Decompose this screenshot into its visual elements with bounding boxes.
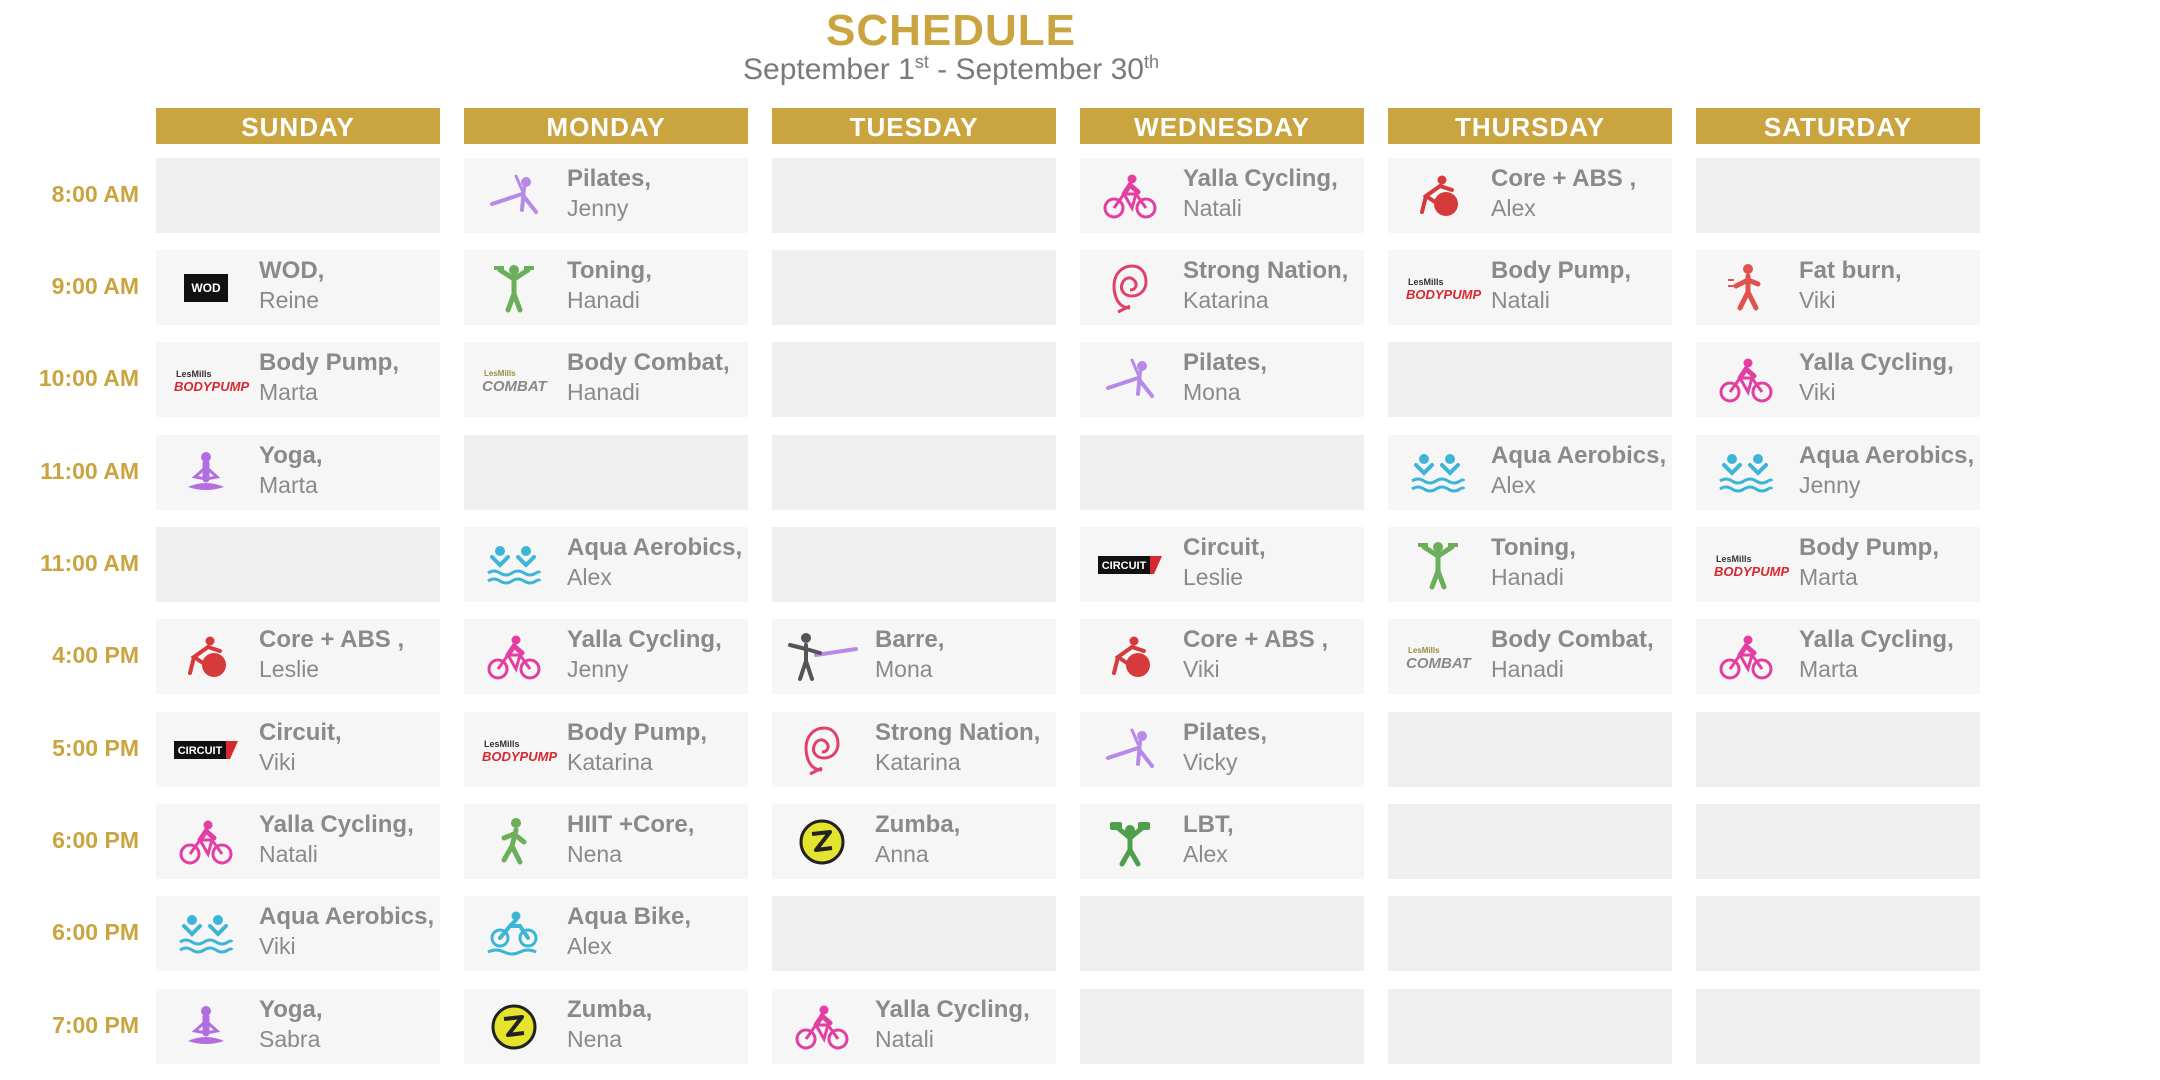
bodypump-logo-icon <box>1714 539 1790 591</box>
time-label: 9:00 AM <box>51 273 139 299</box>
svg-text:LesMills: LesMills <box>1408 646 1440 655</box>
time-label: 10:00 AM <box>38 365 139 391</box>
class-name: Strong Nation, <box>875 719 1041 746</box>
class-name: Body Combat, <box>567 349 730 376</box>
cycling-icon <box>1714 354 1778 406</box>
empty-slot <box>1696 712 1980 787</box>
class-slot[interactable] <box>772 619 1056 694</box>
empty-slot <box>772 342 1056 417</box>
instructor-name: Vicky <box>1183 749 1238 775</box>
class-name: Aqua Aerobics, <box>259 903 435 930</box>
empty-slot <box>772 435 1056 510</box>
class-name: Aqua Bike, <box>567 903 692 930</box>
class-name: Aqua Aerobics, <box>1799 442 1975 469</box>
class-name: Core + ABS , <box>1183 626 1329 653</box>
empty-slot <box>1080 435 1364 510</box>
class-slot[interactable] <box>1080 342 1364 417</box>
class-slot[interactable] <box>156 712 440 787</box>
instructor-name: Natali <box>1183 195 1242 221</box>
fat-burn-icon <box>1714 262 1778 314</box>
class-name: Yalla Cycling, <box>1183 165 1338 192</box>
time-label: 8:00 AM <box>51 181 139 207</box>
instructor-name: Sabra <box>259 1026 321 1052</box>
class-slot[interactable] <box>1080 250 1364 325</box>
day-header-sunday: SUNDAY <box>156 108 440 144</box>
bodypump-logo-icon <box>1406 262 1482 314</box>
class-name: HIIT +Core, <box>567 811 695 838</box>
instructor-name: Jenny <box>567 195 629 221</box>
instructor-name: Mona <box>1183 379 1241 405</box>
empty-slot <box>1388 804 1672 879</box>
class-name: Aqua Aerobics, <box>567 534 743 561</box>
class-name: Body Pump, <box>567 719 708 746</box>
empty-slot <box>772 158 1056 233</box>
empty-slot <box>1388 342 1672 417</box>
instructor-name: Alex <box>1183 841 1228 867</box>
class-slot[interactable] <box>464 527 748 602</box>
cycling-icon <box>1098 170 1162 222</box>
aqua-aerobics-icon <box>482 539 546 591</box>
svg-text:COMBAT: COMBAT <box>482 378 547 395</box>
pilates-icon <box>1098 724 1162 776</box>
empty-slot <box>1080 896 1364 971</box>
class-slot[interactable] <box>156 342 440 417</box>
class-name: LBT, <box>1183 811 1234 838</box>
time-label: 6:00 PM <box>52 919 139 945</box>
class-slot[interactable] <box>1080 804 1364 879</box>
class-name: Circuit, <box>1183 534 1266 561</box>
empty-slot <box>1696 804 1980 879</box>
class-name: Yoga, <box>259 996 323 1023</box>
strong-nation-icon <box>790 724 854 776</box>
class-slot[interactable] <box>464 804 748 879</box>
instructor-name: Viki <box>1799 379 1836 405</box>
core-abs-icon <box>1406 170 1470 222</box>
class-slot[interactable] <box>464 896 748 971</box>
toning-icon <box>482 262 546 314</box>
instructor-name: Katarina <box>567 749 653 775</box>
aqua-aerobics-icon <box>174 908 238 960</box>
class-slot[interactable] <box>1696 435 1980 510</box>
class-slot[interactable] <box>772 804 1056 879</box>
class-slot[interactable] <box>1080 712 1364 787</box>
empty-slot <box>464 435 748 510</box>
class-slot[interactable] <box>464 158 748 233</box>
bodycombat-logo-icon <box>1406 631 1470 683</box>
class-name: Yalla Cycling, <box>1799 626 1954 653</box>
aqua-aerobics-icon <box>1406 447 1470 499</box>
empty-slot <box>1388 989 1672 1064</box>
class-name: Barre, <box>875 626 945 653</box>
svg-text:COMBAT: COMBAT <box>1406 655 1471 672</box>
class-name: Yoga, <box>259 442 323 469</box>
class-name: Pilates, <box>1183 349 1268 376</box>
class-slot[interactable] <box>156 896 440 971</box>
instructor-name: Katarina <box>1183 287 1269 313</box>
class-name: Pilates, <box>567 165 652 192</box>
svg-text:LesMills: LesMills <box>484 369 516 378</box>
empty-slot <box>1080 989 1364 1064</box>
class-slot[interactable] <box>464 989 748 1064</box>
instructor-name: Marta <box>1799 656 1858 682</box>
time-label: 4:00 PM <box>52 642 139 668</box>
class-name: Strong Nation, <box>1183 257 1349 284</box>
day-header-wednesday: WEDNESDAY <box>1080 108 1364 144</box>
class-name: WOD, <box>259 257 325 284</box>
class-name: Aqua Aerobics, <box>1491 442 1667 469</box>
circuit-logo-icon <box>1098 539 1162 591</box>
class-name: Yalla Cycling, <box>567 626 722 653</box>
wod-icon <box>174 262 238 314</box>
schedule-date-range: September 1st - September 30th <box>743 52 1159 86</box>
toning-icon <box>1406 539 1470 591</box>
class-name: Body Pump, <box>259 349 400 376</box>
cycling-icon <box>1714 631 1778 683</box>
class-slot[interactable] <box>1696 619 1980 694</box>
class-slot[interactable] <box>464 342 748 417</box>
class-slot[interactable] <box>772 989 1056 1064</box>
class-slot[interactable] <box>464 712 748 787</box>
instructor-name: Marta <box>259 379 318 405</box>
svg-text:CIRCUIT: CIRCUIT <box>177 745 223 757</box>
class-name: Pilates, <box>1183 719 1268 746</box>
schedule-title: SCHEDULE <box>825 6 1077 55</box>
pilates-icon <box>1098 354 1162 406</box>
svg-text:BODYPUMP: BODYPUMP <box>174 379 250 394</box>
svg-text:WOD: WOD <box>191 281 221 295</box>
class-name: Body Combat, <box>1491 626 1654 653</box>
day-header-tuesday: TUESDAY <box>772 108 1056 144</box>
svg-text:BODYPUMP: BODYPUMP <box>1406 287 1482 302</box>
time-label: 5:00 PM <box>52 735 139 761</box>
class-slot[interactable] <box>156 804 440 879</box>
class-name: Yalla Cycling, <box>875 996 1030 1023</box>
pilates-icon <box>482 170 546 222</box>
aqua-aerobics-icon <box>1714 447 1778 499</box>
class-slot[interactable] <box>464 619 748 694</box>
instructor-name: Alex <box>567 933 612 959</box>
zumba-icon <box>790 816 854 868</box>
yoga-icon <box>174 447 238 499</box>
instructor-name: Hanadi <box>567 379 640 405</box>
cycling-icon <box>174 816 238 868</box>
class-slot[interactable] <box>1388 435 1672 510</box>
class-slot[interactable] <box>156 250 440 325</box>
instructor-name: Marta <box>259 472 318 498</box>
time-label: 7:00 PM <box>52 1012 139 1038</box>
core-abs-icon <box>1098 631 1162 683</box>
empty-slot <box>1388 896 1672 971</box>
empty-slot <box>1696 989 1980 1064</box>
class-slot[interactable] <box>1388 527 1672 602</box>
class-slot[interactable] <box>1388 250 1672 325</box>
instructor-name: Reine <box>259 287 320 313</box>
instructor-name: Leslie <box>259 656 320 682</box>
instructor-name: Mona <box>875 656 933 682</box>
class-name: Core + ABS , <box>1491 165 1637 192</box>
class-slot[interactable] <box>1080 619 1364 694</box>
zumba-icon <box>482 1001 546 1053</box>
class-slot[interactable] <box>156 619 440 694</box>
class-name: Zumba, <box>567 996 653 1023</box>
class-slot[interactable] <box>1696 342 1980 417</box>
class-slot[interactable] <box>772 712 1056 787</box>
class-name: Toning, <box>567 257 652 284</box>
instructor-name: Hanadi <box>567 287 640 313</box>
class-slot[interactable] <box>464 250 748 325</box>
class-name: Yalla Cycling, <box>259 811 414 838</box>
svg-text:LesMills: LesMills <box>176 369 212 379</box>
time-label: 11:00 AM <box>40 458 139 484</box>
empty-slot <box>772 250 1056 325</box>
class-slot[interactable] <box>1080 158 1364 233</box>
instructor-name: Viki <box>259 933 296 959</box>
instructor-name: Hanadi <box>1491 564 1564 590</box>
instructor-name: Jenny <box>567 656 629 682</box>
svg-text:LesMills: LesMills <box>484 739 520 749</box>
class-name: Circuit, <box>259 719 342 746</box>
class-name: Zumba, <box>875 811 961 838</box>
svg-text:BODYPUMP: BODYPUMP <box>1714 564 1790 579</box>
day-header-monday: MONDAY <box>464 108 748 144</box>
instructor-name: Natali <box>1491 287 1550 313</box>
instructor-name: Viki <box>259 749 296 775</box>
instructor-name: Jenny <box>1799 472 1861 498</box>
instructor-name: Alex <box>1491 472 1536 498</box>
bodycombat-logo-icon <box>482 354 546 406</box>
class-slot[interactable] <box>1696 527 1980 602</box>
class-slot[interactable] <box>156 435 440 510</box>
hiit-icon <box>482 816 546 868</box>
svg-text:BODYPUMP: BODYPUMP <box>482 749 558 764</box>
svg-text:CIRCUIT: CIRCUIT <box>1101 560 1147 572</box>
time-label: 11:00 AM <box>40 550 139 576</box>
empty-slot <box>1696 896 1980 971</box>
empty-slot <box>772 527 1056 602</box>
empty-slot <box>772 896 1056 971</box>
cycling-icon <box>790 1001 854 1053</box>
class-name: Fat burn, <box>1799 257 1902 284</box>
day-header-thursday: THURSDAY <box>1388 108 1672 144</box>
bodypump-logo-icon <box>174 354 250 406</box>
instructor-name: Anna <box>875 841 929 867</box>
circuit-logo-icon <box>174 724 238 776</box>
barre-icon <box>790 631 854 683</box>
empty-slot <box>1388 712 1672 787</box>
aqua-bike-icon <box>482 908 546 960</box>
empty-slot <box>1696 158 1980 233</box>
class-slot[interactable] <box>1388 619 1672 694</box>
class-slot[interactable] <box>1388 158 1672 233</box>
instructor-name: Katarina <box>875 749 961 775</box>
instructor-name: Alex <box>567 564 612 590</box>
instructor-name: Hanadi <box>1491 656 1564 682</box>
class-name: Body Pump, <box>1491 257 1632 284</box>
bodypump-logo-icon <box>482 724 558 776</box>
core-abs-icon <box>174 631 238 683</box>
empty-slot <box>156 527 440 602</box>
time-label: 6:00 PM <box>52 827 139 853</box>
instructor-name: Marta <box>1799 564 1858 590</box>
strong-nation-icon <box>1098 262 1162 314</box>
class-name: Core + ABS , <box>259 626 405 653</box>
instructor-name: Natali <box>875 1026 934 1052</box>
instructor-name: Viki <box>1799 287 1836 313</box>
class-name: Yalla Cycling, <box>1799 349 1954 376</box>
class-slot[interactable] <box>1080 527 1364 602</box>
class-slot[interactable] <box>1696 250 1980 325</box>
class-name: Body Pump, <box>1799 534 1940 561</box>
instructor-name: Natali <box>259 841 318 867</box>
cycling-icon <box>482 631 546 683</box>
instructor-name: Nena <box>567 1026 622 1052</box>
day-header-saturday: SATURDAY <box>1696 108 1980 144</box>
class-name: Toning, <box>1491 534 1576 561</box>
svg-text:LesMills: LesMills <box>1408 277 1444 287</box>
instructor-name: Alex <box>1491 195 1536 221</box>
class-slot[interactable] <box>156 989 440 1064</box>
empty-slot <box>156 158 440 233</box>
instructor-name: Nena <box>567 841 622 867</box>
lbt-icon <box>1098 816 1162 868</box>
svg-text:LesMills: LesMills <box>1716 554 1752 564</box>
instructor-name: Viki <box>1183 656 1220 682</box>
instructor-name: Leslie <box>1183 564 1244 590</box>
yoga-icon <box>174 1001 238 1053</box>
